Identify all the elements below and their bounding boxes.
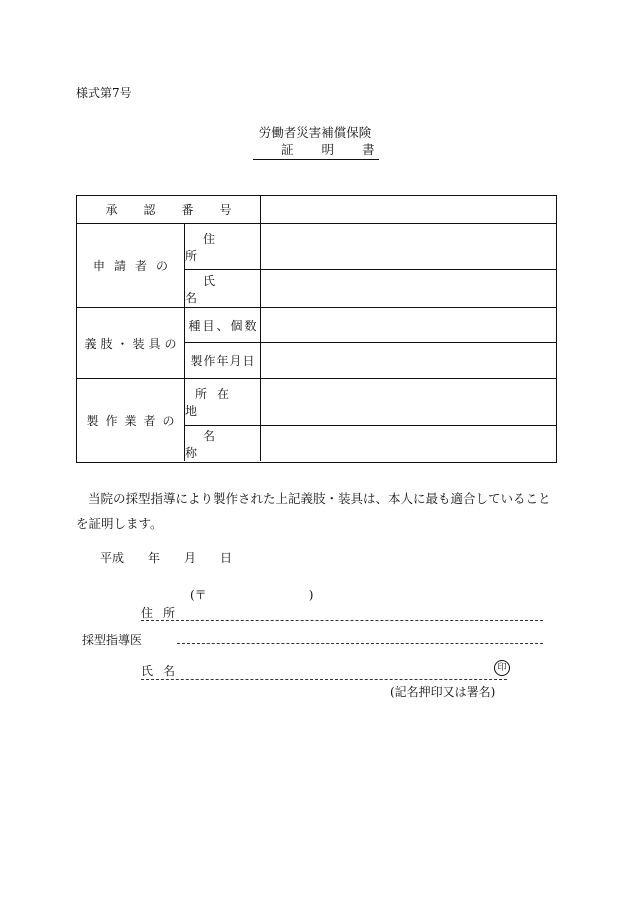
prosthesis-group-label: 義肢・装具の	[84, 336, 181, 351]
prosthesis-type-count-field[interactable]	[261, 308, 556, 342]
certification-statement: 当院の採型指導により製作された上記義肢・装具は、本人に最も適合していることを証明します。	[76, 491, 551, 531]
signature-note: (記名押印又は署名)	[390, 685, 496, 699]
doctor-line[interactable]	[177, 643, 543, 644]
form-title: 労働者災害補償保険	[258, 125, 372, 140]
doctor-label: 採型指導医	[82, 633, 143, 647]
seal-icon: 印	[494, 660, 510, 676]
certificate-table	[76, 195, 557, 463]
manufacturer-name-label: 名称	[185, 428, 234, 460]
form-subtitle: 証明書	[253, 140, 379, 160]
signer-name-line[interactable]	[141, 679, 507, 680]
approval-number-label: 承認番号	[105, 203, 258, 217]
prosthesis-type-count-label: 種目、個数	[188, 318, 259, 333]
manufacturer-group-label: 製作業者の	[86, 413, 182, 428]
postal-open: (〒	[190, 588, 207, 602]
signer-name-label: 氏名	[141, 664, 186, 678]
applicant-group-label: 申請者の	[92, 259, 177, 273]
applicant-address-field[interactable]	[261, 224, 556, 269]
signer-address-line[interactable]	[141, 620, 543, 621]
postal-close: )	[308, 588, 314, 602]
approval-number-field[interactable]	[261, 196, 556, 223]
date-era: 平成	[100, 551, 125, 565]
postal-code	[190, 586, 313, 603]
date-day: 日	[220, 551, 233, 565]
applicant-name-label: 氏名	[185, 273, 234, 305]
form-number: 様式第7号	[76, 86, 132, 100]
manufacture-date-label: 製作年月日	[190, 354, 256, 368]
manufacturer-name-field[interactable]	[261, 426, 556, 461]
applicant-address-label: 住所	[185, 231, 234, 263]
date-month: 月	[184, 551, 197, 565]
signer-address-label: 住所	[141, 606, 186, 620]
manufacture-date-field[interactable]	[261, 343, 556, 378]
manufacturer-location-field[interactable]	[261, 379, 556, 425]
date-row	[100, 549, 232, 566]
date-year: 年	[148, 551, 161, 565]
applicant-name-field[interactable]	[261, 270, 556, 307]
manufacturer-location-label: 所在地	[185, 387, 240, 418]
